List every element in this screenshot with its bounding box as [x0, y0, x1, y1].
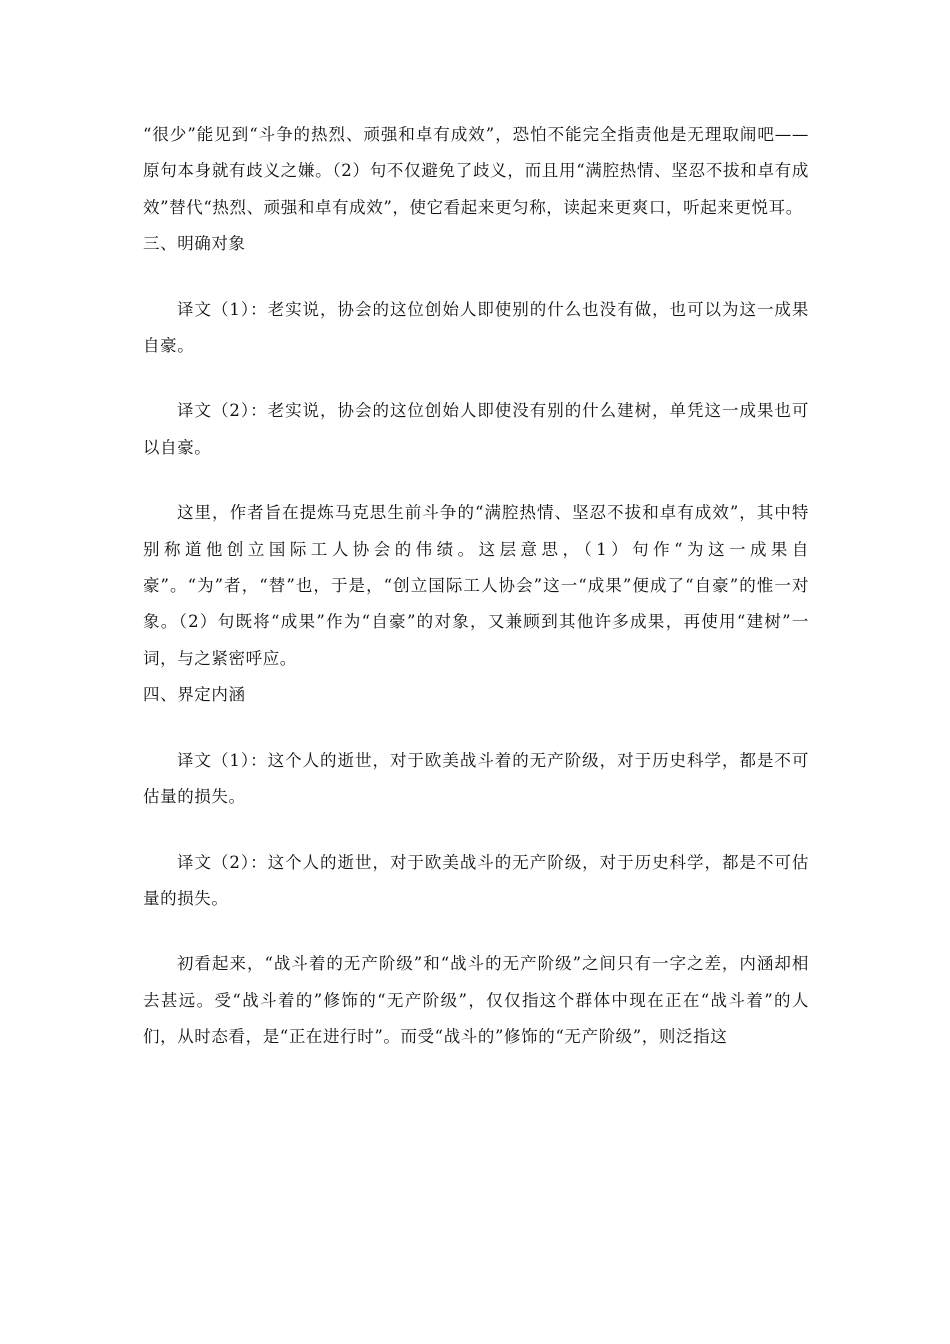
- translation-2-connotation: 译文（2）：这个人的逝世，对于欧美战斗的无产阶级，对于历史科学，都是不可估量的损失。: [143, 852, 809, 908]
- section-heading-four: 四、界定内涵: [143, 685, 246, 705]
- translation-1-object: 译文（1）：老实说，协会的这位创始人即使别的什么也没有做，也可以为这一成果自豪。: [143, 299, 809, 356]
- translation-1-connotation: 译文（1）：这个人的逝世，对于欧美战斗着的无产阶级，对于历史科学，都是不可估量的损失。: [143, 750, 809, 807]
- paragraph-object-analysis: 这里，作者旨在提炼马克思生前斗争的“满腔热情、坚忍不拔和卓有成效”，其中特别称道他创立国际工人协会的伟绩。这层意思，（1）句作“为这一成果自豪”。“为”者，“替”也，于是，“创立国际工人协会”这一“成果”便成了“自豪”的惟一对象。（2）句既将“成果”作为“自豪”的对象，又兼顾到其他许多成果，再使用“建树”一词，与之紧密呼应。: [143, 503, 809, 668]
- paragraph-connotation-analysis: 初看起来，“战斗着的无产阶级”和“战斗的无产阶级”之间只有一字之差，内涵却相去甚远。受“战斗着的”修饰的“无产阶级”，仅仅指这个群体中现在正在“战斗着”的人们，从时态看，是“正在进行时”。而受“战斗的”修饰的“无产阶级”，则泛指这: [143, 954, 809, 1047]
- translation-2-object: 译文（2）：老实说，协会的这位创始人即使没有别的什么建树，单凭这一成果也可以自豪。: [143, 401, 809, 457]
- section-heading-three: 三、明确对象: [143, 234, 246, 254]
- paragraph-continuation: “很少”能见到“斗争的热烈、顽强和卓有成效”，恐怕不能完全指责他是无理取闹吧——原句本身就有歧义之嫌。（2）句不仅避免了歧义，而且用“满腔热情、坚忍不拔和卓有成效”替代“热烈、顽强和卓有成效”，使它看起来更匀称，读起来更爽口，听起来更悦耳。: [143, 125, 809, 217]
- document-body: [143, 117, 809, 1056]
